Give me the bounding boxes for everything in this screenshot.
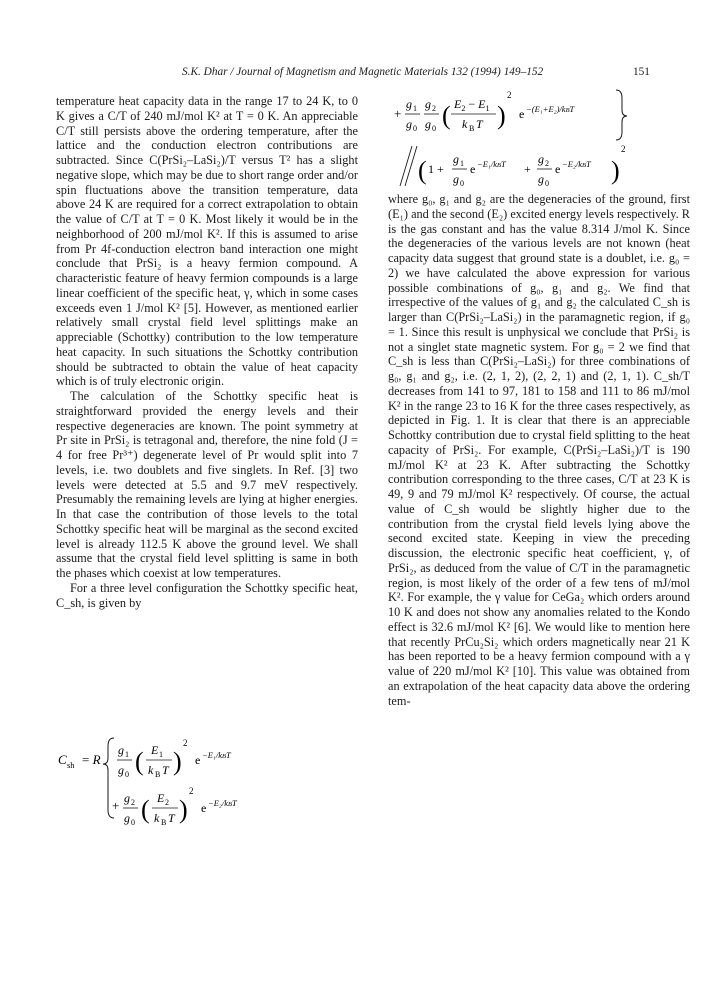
eq-g0: g: [124, 811, 130, 825]
eq-equals-R: = R: [82, 752, 101, 767]
eq-E1-sub: 1: [159, 750, 163, 759]
eq-kBT: k: [154, 811, 160, 825]
eq-g1-sub: 1: [460, 159, 464, 168]
eq-exp2: e: [555, 162, 561, 176]
left-paragraph-2: The calculation of the Schottky specific heat is straightforward provided the energy levels and their respective degeneracies are known. The point symmetry at Pr site in PrSi₂ is tetragonal and, therefore, the nine fold (J = 4 for free Pr³⁺) degenerate level of Pr would split into 7 levels, i.e. two doublets and five singlets. In Ref. [3] two levels were detected at 5.5 and 9.7 meV respectively. Presumably the remaining levels are lying at higher energies. In that case the contribution of those levels to the total Schottky specific heat will be marginal as the second excited level is already 112.5 K above the ground level. We shall assume that the crystal field level splitting is same in both the phases which coexist at low temperatures.: [56, 389, 358, 580]
eq-g2-sub: 2: [432, 104, 436, 113]
eq-g0-sub: 0: [460, 179, 464, 188]
eq-kB-sub: B: [161, 818, 167, 827]
equation-right-svg: [392, 84, 692, 194]
eq-kBT: k: [148, 763, 154, 777]
right-paragraph-1: where g₀, g₁ and g₂ are the degeneracies of the ground, first (E₁) and the second (E₂) excited energy levels respectively. R is the gas constant and has the value 8.314 J/mol K. Since the degeneracies of the various levels are not known (heat capacity data suggest that ground state is a doublet, i.e. g₀ = 2) we have calculated the above expression for various possible combinations of g₀, g₁ and g₂. We find that irrespective of the values of g₁ and g₂ the calculated C_sh is larger than C(PrSi₂–LaSi₂) in the paramagnetic region, if g₀ = 1. Since this result is unphysical we conclude that PrSi₂ is not a singlet state magnetic system. For g₀ = 2 we find that C_sh is less than C(PrSi₂–LaSi₂) for three combinations of g₀, g₁ and g₂, i.e. (2, 1, 2), (2, 2, 1) and (2, 1, 1). C_sh/T decreases from 141 to 97, 181 to 158 and 111 to 86 mJ/mol K² in the range 23 to 16 K for the three cases respectively, as depicted in Fig. 1. It is clear that there is an appreciable Schottky contribution due to crystal field splitting to the heat capacity of PrSi₂. For example, C(PrSi₂–LaSi₂)/T is 190 mJ/mol K² at 23 K. After subtracting the Schottky contribution corresponding to the three cases, C/T at 23 K is 49, 9 and 79 mJ/mol K² respectively. Of course, the actual value of C_sh would be slightly higher due to the contribution from the crystal field levels lying above the second excited state. Keeping in view the preceding discussion, the electronic specific heat coefficient, γ, of PrSi₂, as deduced from the value of C/T in the paramagnetic region, is most likely of the order of a few tens of mJ/mol K². For example, the γ value for CeGa₂ which orders around 10 K and does not show any anomalies related to the Kondo effect is 32.6 mJ/mol K² [6]. We would like to mention here that recently PrCu₂Si₂ which orders magnetically near 21 K has been reported to be a heavy fermion compound with a γ value of 220 mJ/mol K² [10]. This value was obtained from an extrapolation of the heat capacity data above the ordering tem-: [388, 192, 690, 708]
eq-paren-close: ): [173, 747, 182, 776]
eq-paren-close: ): [611, 156, 620, 185]
eq-exp3: e: [519, 107, 525, 121]
eq-T: T: [476, 117, 483, 131]
eq-g1: g: [453, 152, 459, 166]
left-column: [56, 94, 358, 610]
eq-g0: g: [406, 117, 412, 131]
eq-paren-open: (: [135, 747, 144, 776]
eq-paren-close: ): [179, 795, 188, 824]
eq-exp3-arg: −(E₁+E₂)/kBT: [526, 104, 575, 114]
eq-E2-sub: 2: [165, 798, 169, 807]
eq-g2-sub: 2: [131, 798, 135, 807]
eq-square: 2: [507, 90, 512, 100]
eq-exp2-arg: −E₂/kBT: [562, 159, 591, 169]
eq-g1: g: [406, 97, 412, 111]
eq-paren-open: (: [141, 795, 150, 824]
eq-slash: [400, 146, 412, 186]
eq-lhs-C: C: [58, 752, 67, 767]
eq-paren-close: ): [497, 101, 506, 130]
eq-exp1-arg: −E₁/kBT: [202, 750, 231, 760]
eq-right-brace: [616, 90, 627, 140]
eq-g0: g: [538, 172, 544, 186]
eq-g2: g: [124, 791, 130, 805]
eq-g0: g: [425, 117, 431, 131]
right-column: [388, 192, 690, 708]
eq-exp1: e: [195, 753, 201, 767]
eq-g0-sub: 0: [545, 179, 549, 188]
page-number: 151: [633, 66, 650, 78]
schottky-equation-left: [56, 730, 356, 830]
equation-left-svg: [56, 730, 356, 830]
eq-square: 2: [621, 144, 626, 154]
left-paragraph-1: temperature heat capacity data in the range 17 to 24 K, to 0 K gives a C/T of 240 mJ/mol K² at T = 0 K. An appreciable C/T still persists above the ordering temperature, after the lattice and the conduction electron contributions are subtracted. Since C(PrSi₂–LaSi₂)/T versus T² has a slight negative slope, which may be due to short range order and/or spin fluctuations above the transition temperature, data above 24 K are required for a correct extrapolation to obtain the value of C/T at T = 0 K. Most likely it would be in the neighborhood of 200 mJ/mol K². If this is assumed to arise from Pr 4f-conduction electron band interaction one might conclude that PrSi₂ is a heavy fermion compound. A characteristic feature of heavy fermion compounds is a large linear coefficient of the specific heat, γ, which in some cases exceeds even 1 J/mol K² [5]. However, as mentioned earlier relatively small crystal field level splittings make an appreciable (Schottky) contribution to the low temperature heat capacity. In such situations the Schottky contribution should be subtracted to obtain the value of heat capacity which is of truly electronic origin.: [56, 94, 358, 389]
eq-square: 2: [183, 738, 188, 748]
eq-g0: g: [118, 763, 124, 777]
eq-T: T: [168, 811, 175, 825]
eq-T: T: [162, 763, 169, 777]
eq-plus: +: [524, 162, 531, 176]
eq-one: 1 +: [428, 162, 444, 176]
eq-plus: +: [394, 106, 402, 121]
eq-g0-sub: 0: [131, 818, 135, 827]
eq-g1: g: [118, 743, 124, 757]
eq-E2: E: [157, 791, 165, 805]
eq-paren-open: (: [442, 101, 451, 130]
eq-g0-sub: 0: [413, 124, 417, 133]
eq-exp2-arg: −E₂/kBT: [208, 798, 237, 808]
eq-g0: g: [453, 172, 459, 186]
eq-g0-sub: 0: [432, 124, 436, 133]
eq-exp2: e: [201, 801, 207, 815]
eq-kB-sub: B: [155, 770, 161, 779]
running-head-text: S.K. Dhar / Journal of Magnetism and Magnetic Materials 132 (1994) 149–152: [182, 66, 544, 78]
eq-E2-minus-E1: $E_2 - E_1$: [454, 97, 490, 113]
eq-E1: E: [151, 743, 159, 757]
eq-exp1-arg: −E₁/kBT: [477, 159, 506, 169]
eq-g2-sub: 2: [545, 159, 549, 168]
eq-paren-open: (: [418, 156, 427, 185]
schottky-equation-right: [392, 84, 692, 194]
eq-exp1: e: [470, 162, 476, 176]
left-paragraph-3: For a three level configuration the Schottky specific heat, C_sh, is given by: [56, 580, 358, 610]
eq-slash: [405, 146, 417, 186]
eq-g2: g: [538, 152, 544, 166]
eq-lhs-sub: sh: [67, 760, 75, 770]
eq-kBT: k: [462, 117, 468, 131]
eq-g1-sub: 1: [413, 104, 417, 113]
eq-g2: g: [425, 97, 431, 111]
eq-plus: +: [112, 798, 120, 813]
eq-g1-sub: 1: [125, 750, 129, 759]
eq-g0-sub: 0: [125, 770, 129, 779]
eq-square: 2: [189, 786, 194, 796]
eq-kB-sub: B: [469, 124, 475, 133]
